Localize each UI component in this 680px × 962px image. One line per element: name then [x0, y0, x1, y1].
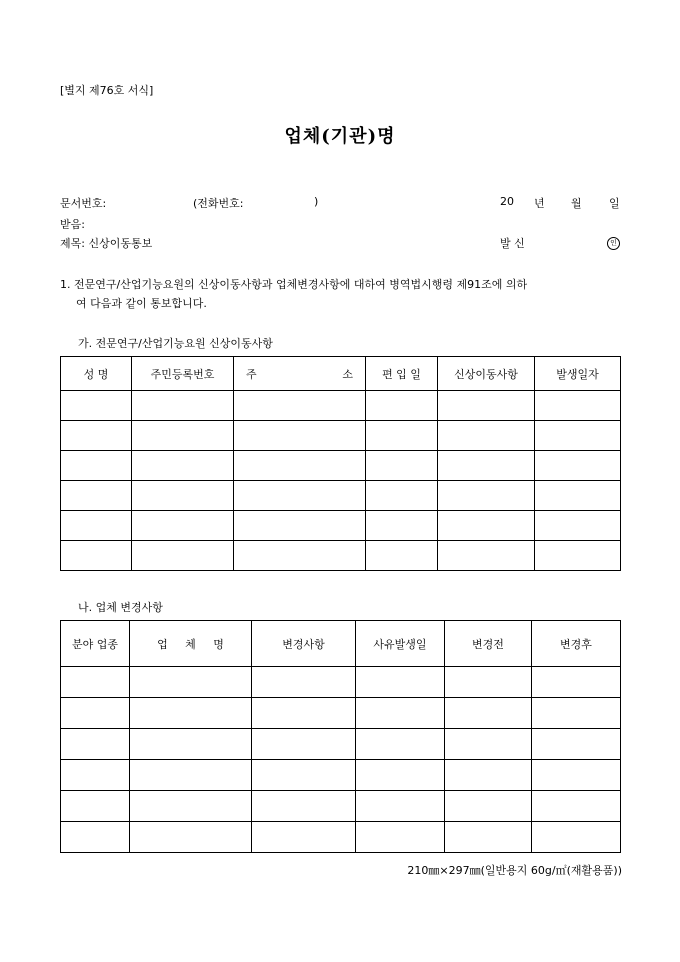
body-line-1: 1. 전문연구/산업기능요원의 신상이동사항과 업체변경사항에 대하여 병역법시행령 제91조에 의하	[60, 278, 528, 291]
table-row	[61, 541, 621, 571]
date-month-unit: 월	[571, 197, 582, 210]
page-title: 업체(기관)명	[284, 126, 396, 147]
table-row	[61, 511, 621, 541]
subject-label: 제목: 신상이동통보	[60, 237, 153, 250]
sender-label: 발 신	[500, 237, 525, 250]
table-row	[61, 729, 621, 760]
seal-stamp-icon: 인	[607, 237, 620, 250]
table-row	[61, 822, 621, 853]
paper-spec-footer: 210㎜×297㎜(일반용지 60g/㎡(재활용품))	[407, 864, 622, 877]
date-day-unit: 일	[609, 197, 620, 210]
table-row	[61, 698, 621, 729]
date-year-unit: 년	[534, 197, 545, 210]
col-company-name: 업 체 명	[130, 621, 252, 667]
form-label: [별지 제76호 서식]	[60, 84, 154, 97]
table-row	[61, 451, 621, 481]
col-occurrence-date: 발생일자	[535, 357, 621, 391]
col-reason-date: 사유발생일	[356, 621, 445, 667]
table-row	[61, 421, 621, 451]
phone-close: )	[314, 195, 319, 208]
seal-mark	[607, 235, 620, 250]
section-a-heading: 가. 전문연구/산업기능요원 신상이동사항	[78, 337, 273, 350]
col-status-change: 신상이동사항	[438, 357, 535, 391]
col-change-item: 변경사항	[252, 621, 356, 667]
doc-number-label: 문서번호:	[60, 197, 107, 210]
personnel-change-table	[60, 356, 621, 571]
section-b-heading: 나. 업체 변경사항	[78, 601, 163, 614]
phone-label: (전화번호:	[193, 197, 244, 210]
col-field-industry: 분야 업종	[61, 621, 130, 667]
col-address: 주 소	[234, 357, 366, 391]
table-header-row	[61, 621, 621, 667]
col-enlist-date: 편 입 일	[366, 357, 438, 391]
col-after: 변경후	[532, 621, 621, 667]
table-row	[61, 481, 621, 511]
date-year: 20	[500, 195, 514, 208]
table-row	[61, 391, 621, 421]
table-row	[61, 760, 621, 791]
body-line-2: 여 다음과 같이 통보합니다.	[76, 297, 207, 310]
col-name: 성 명	[61, 357, 132, 391]
col-before: 변경전	[445, 621, 532, 667]
table-row	[61, 667, 621, 698]
company-change-table	[60, 620, 621, 853]
recipient-label: 받음:	[60, 218, 85, 231]
table-header-row	[61, 357, 621, 391]
col-resident-number: 주민등록번호	[132, 357, 234, 391]
table-row	[61, 791, 621, 822]
